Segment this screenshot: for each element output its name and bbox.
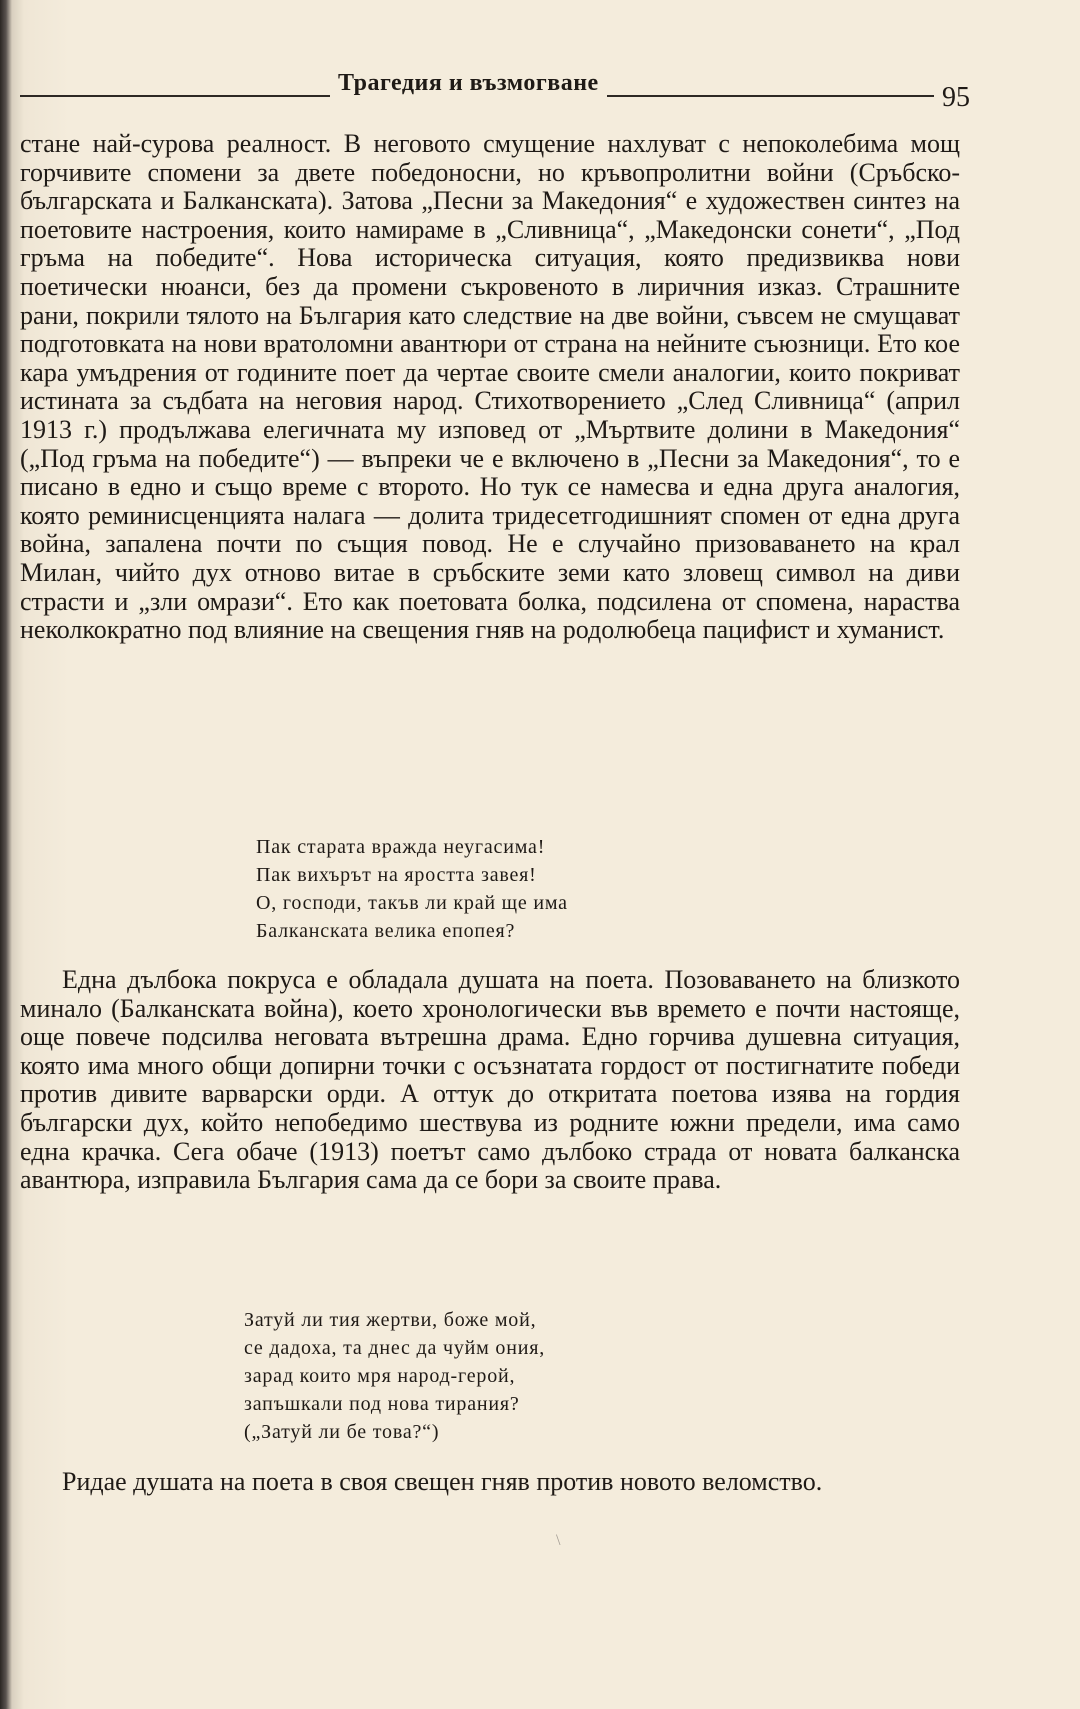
poem-line: зарад които мря народ-герой, [244, 1365, 516, 1387]
paper-speck: \ [556, 1532, 561, 1549]
body-paragraph-2 [20, 966, 960, 1195]
poem-line: Пак старата вражда неугасима! [256, 836, 546, 858]
poem-excerpt-1 [256, 833, 568, 945]
paragraph-text: Ридае душата на поета в своя свещен гняв против новото веломство. [62, 1467, 823, 1496]
poem-line: О, господи, такъв ли край ще има [256, 892, 568, 914]
paragraph-text: Една дълбока покруса е обладала душата на поета. Позоваването на близкото минало (Балканската война), което хронологически във времето е почти настояще, още повече подсилва неговата вътрешна драма. Едно горчива душевна ситуация, която има много общи допирни точки с осъзнатата гордост от постигнатите победи против дивите варварски орди. А оттук до откритата поетова изява на гордия български дух, който непобедимо шествува из родните южни предели, има само една крачка. Сега обаче (1913) поетът само дълбоко страда от новата балканска авантюра, изправила България сама да се бори за своите права. [20, 965, 960, 1195]
running-header [20, 66, 970, 124]
body-paragraph-3 [20, 1468, 960, 1497]
poem-excerpt-2 [244, 1306, 545, 1446]
body-paragraph-1: стане най-сурова реалност. В неговото смущение нахлуват с непоколебима мощ горчивите спомени за двете победоносни, но кръвопролитни войни (Сръбско-българската и Балканската). Затова „Песни за Македония“ е художествен синтез на поетовите настроения, които намираме в „Сливница“, „Македонски сонети“, „Под гръма на победите“. Нова историческа ситуация, която предизвиква нови поетически нюанси, без да промени съкровеното в лиричния изказ. Страшните рани, покрили тялото на България като следствие на две войни, съвсем не смущават подготовката на нови вратоломни авантюри от страна на нейните съюзници. Ето кое кара умъдрения от годините поет да чертае своите смели аналогии, които покриват истината за съдбата на неговия народ. Стихотворението „След Сливница“ (април 1913 г.) продължава елегичната му изповед от „Мъртвите долини в Македония“ („Под гръма на победите“) — въпреки че е включено в „Песни за Македония“, то е писано в едно и също време с второто. Но тук се намесва и една друга аналогия, която реминисценцията налага — долита тридесетгодишният спомен от една друга война, запалена почти по същия повод. Не е случайно призоваването на крал Милан, чийто дух отново витае в сръбските земи като зловещ символ на диви страсти и „зли омрази“. Ето как поетовата болка, подсилена от спомена, нараства неколкократно под влияние на свещения гняв на родолюбеца пацифист и хуманист. [20, 129, 960, 645]
chapter-title: Трагедия и възмогване [330, 70, 607, 97]
page-number: 95 [934, 82, 970, 114]
poem-source: („Затуй ли бе това?“) [244, 1421, 440, 1443]
poem-line: Затуй ли тия жертви, боже мой, [244, 1309, 537, 1331]
poem-line: Балканската велика епопея? [256, 920, 516, 942]
poem-line: се дадоха, та днес да чуйм ония, [244, 1337, 546, 1359]
poem-line: запъшкали под нова тирания? [244, 1393, 520, 1415]
poem-line: Пак вихърът на яростта завея! [256, 864, 537, 886]
